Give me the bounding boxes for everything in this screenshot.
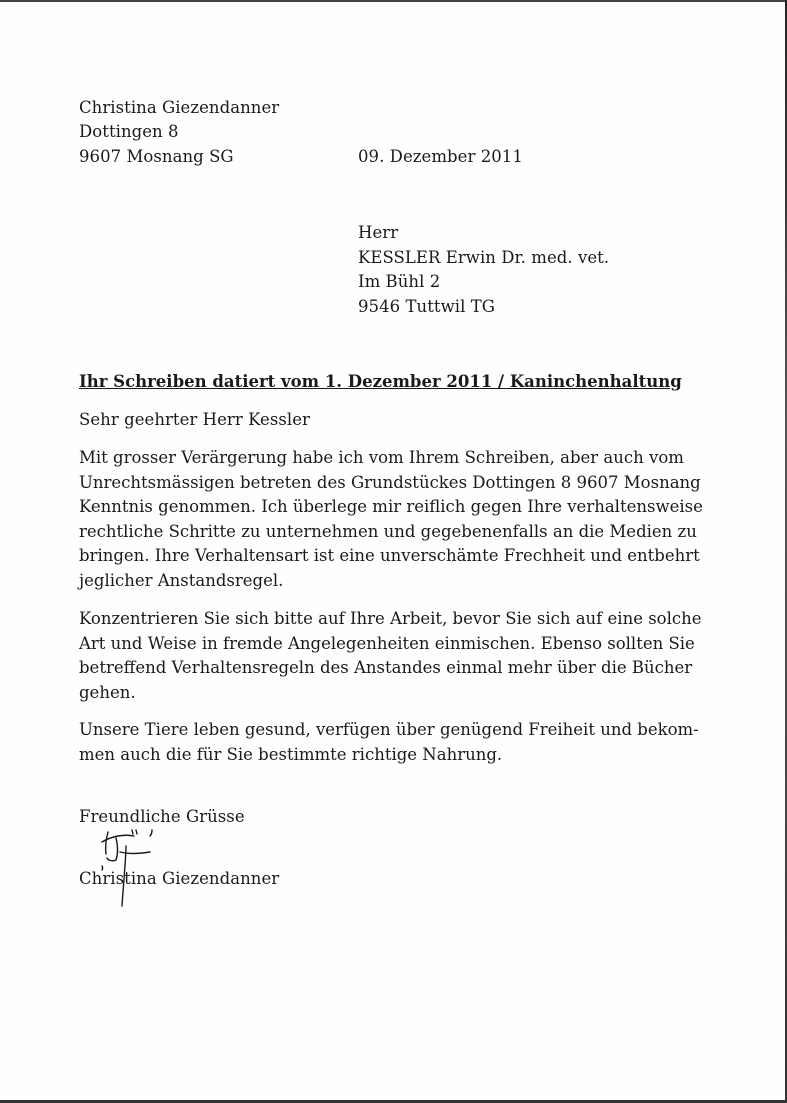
letter-greeting: Sehr geehrter Herr Kessler (79, 410, 310, 429)
letter-subject: Ihr Schreiben datiert vom 1. Dezember 2011 / Kaninchenhaltung (79, 372, 682, 391)
paragraph-line: bringen. Ihre Verhaltensart ist eine unverschämte Frechheit und entbehrt (79, 546, 700, 566)
paragraph-line: betreffend Verhaltensregeln des Anstandes einmal mehr über die Bücher (79, 658, 693, 678)
sender-street: Dottingen 8 (79, 122, 179, 141)
recipient-street: Im Bühl 2 (358, 272, 441, 291)
paragraph-line: Unsere Tiere leben gesund, verfügen über genügend Freiheit und bekom- (79, 720, 699, 739)
recipient-salutation: Herr (358, 223, 399, 242)
scan-edge-top (0, 0, 787, 2)
signature-name: Christina Giezendanner (79, 869, 280, 888)
body-paragraph-1 (79, 446, 703, 594)
paragraph-line: men auch die für Sie bestimmte richtige Nahrung. (79, 744, 503, 764)
paragraph-line: Mit grosser Verärgerung habe ich vom Ihrem Schreiben, aber auch vom (79, 448, 684, 467)
paragraph-line: rechtliche Schritte zu unternehmen und gegebenenfalls an die Medien zu (79, 521, 697, 541)
letter-date: 09. Dezember 2011 (358, 147, 523, 166)
body-paragraph-3 (79, 718, 699, 767)
recipient-name: KESSLER Erwin Dr. med. vet. (358, 248, 610, 267)
paragraph-line: gehen. (79, 682, 136, 702)
body-paragraph-2 (79, 607, 702, 705)
letter-closing: Freundliche Grüsse (79, 807, 245, 826)
paragraph-line: jeglicher Anstandsregel. (79, 570, 284, 590)
paragraph-line: Kenntnis genommen. Ich überlege mir reiflich gegen Ihre verhaltensweise (79, 497, 703, 517)
paragraph-line: Art und Weise in fremde Angelegenheiten einmischen. Ebenso sollten Sie (79, 633, 695, 653)
recipient-city: 9546 Tuttwil TG (358, 297, 495, 316)
sender-city: 9607 Mosnang SG (79, 147, 234, 166)
paragraph-line: Unrechtsmässigen betreten des Grundstückes Dottingen 8 9607 Mosnang (79, 472, 701, 492)
paragraph-line: Konzentrieren Sie sich bitte auf Ihre Arbeit, bevor Sie sich auf eine solche (79, 609, 702, 628)
sender-name: Christina Giezendanner (79, 98, 280, 117)
